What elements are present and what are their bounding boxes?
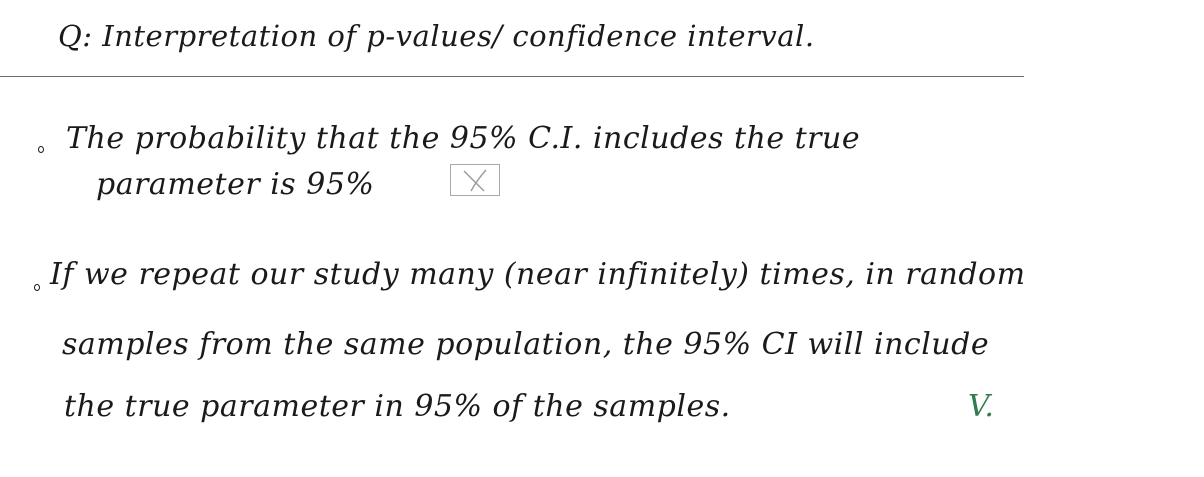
bullet-1 xyxy=(38,146,44,153)
statement-2-line-1: If we repeat our study many (near infinitely) times, in random xyxy=(50,257,1026,292)
statement-2-line-2: samples from the same population, the 95% CI will include xyxy=(62,327,990,362)
statement-2-line-3: the true parameter in 95% of the samples. xyxy=(64,389,731,424)
title-underline xyxy=(0,76,1024,77)
statement-1-line-2: parameter is 95% xyxy=(96,167,375,202)
correct-check-mark: V. xyxy=(968,389,994,424)
statement-1-line-1: The probability that the 95% C.I. includes the true xyxy=(66,121,861,156)
bullet-2 xyxy=(34,284,40,291)
note-title: Q: Interpretation of p-values/ confidence interval. xyxy=(58,19,815,53)
cross-box-icon xyxy=(450,164,500,196)
cross-mark-icon xyxy=(460,167,490,193)
